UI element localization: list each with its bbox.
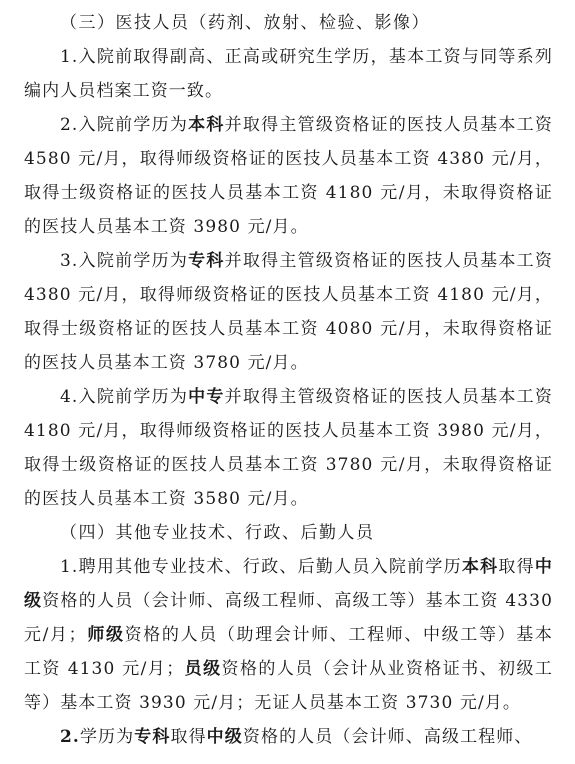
paragraph-text: 取得 (170, 727, 207, 747)
section-heading-other-staff: （四）其他专业技术、行政、后勤人员 (60, 523, 375, 543)
emphasized-text: 中专 (188, 387, 225, 407)
paragraph (24, 40, 553, 108)
paragraph-text: 4.入院前学历为 (60, 387, 189, 407)
emphasized-text: 本科 (188, 115, 225, 135)
paragraph (24, 380, 553, 516)
paragraph (24, 244, 553, 380)
paragraph-text: 资格的人员（会计师、高级工程师、高级工等）基本工资 4330 元/月； (24, 591, 553, 645)
emphasized-text: 师级 (86, 625, 125, 645)
emphasized-text: 专科 (134, 727, 171, 747)
paragraph-text: 1.入院前取得副高、正高或研究生学历，基本工资与同等系列编内人员档案工资一致。 (24, 47, 553, 101)
paragraph-text: 并取得主管级资格证的医技人员基本工资 4180 元/月，取得师级资格证的医技人员基本工资 3980 元/月，取得士级资格证的医技人员基本工资 3780 元/月，未取得资格证的医技人员基本工资 3580 元/月。 (24, 387, 553, 509)
paragraph-text: 3.入院前学历为 (60, 251, 189, 271)
paragraph (24, 108, 553, 244)
emphasized-text: 中级 (24, 557, 554, 611)
paragraph-text: 并取得主管级资格证的医技人员基本工资 4380 元/月，取得师级资格证的医技人员基本工资 4180 元/月，取得士级资格证的医技人员基本工资 4080 元/月，未取得资格证的医技人员基本工资 3780 元/月。 (24, 251, 553, 373)
paragraph-text: 资格的人员（会计师、高级工程师、 (242, 727, 533, 747)
section-items-medical-technicians (24, 40, 553, 516)
paragraph-text: 资格的人员（助理会计师、工程师、中级工等）基本工资 4130 元/月； (24, 625, 553, 679)
emphasized-text: 专科 (188, 251, 225, 271)
paragraph-text: 1.聘用其他专业技术、行政、后勤人员入院前学历 (60, 557, 462, 577)
paragraph-text: 取得 (498, 557, 535, 577)
section-heading-medical-technicians: （三）医技人员（药剂、放射、检验、影像） (60, 13, 430, 33)
emphasized-text: 本科 (461, 557, 499, 577)
section-items-other-staff (24, 550, 553, 754)
emphasized-text: 员级 (184, 659, 222, 679)
paragraph-text: 学历为 (79, 727, 135, 747)
paragraph (24, 720, 553, 754)
paragraph-text: 资格的人员（会计从业资格证书、初级工等）基本工资 3930 元/月；无证人员基本工资 3730 元/月。 (24, 659, 553, 713)
paragraph (24, 550, 553, 720)
emphasized-text: 2. (60, 727, 80, 747)
paragraph-text: 并取得主管级资格证的医技人员基本工资 4580 元/月，取得师级资格证的医技人员基本工资 4380 元/月，取得士级资格证的医技人员基本工资 4180 元/月，未取得资格证的医技人员基本工资 3980 元/月。 (24, 115, 553, 237)
paragraph-text: 2.入院前学历为 (60, 115, 189, 135)
emphasized-text: 中级 (206, 727, 243, 747)
